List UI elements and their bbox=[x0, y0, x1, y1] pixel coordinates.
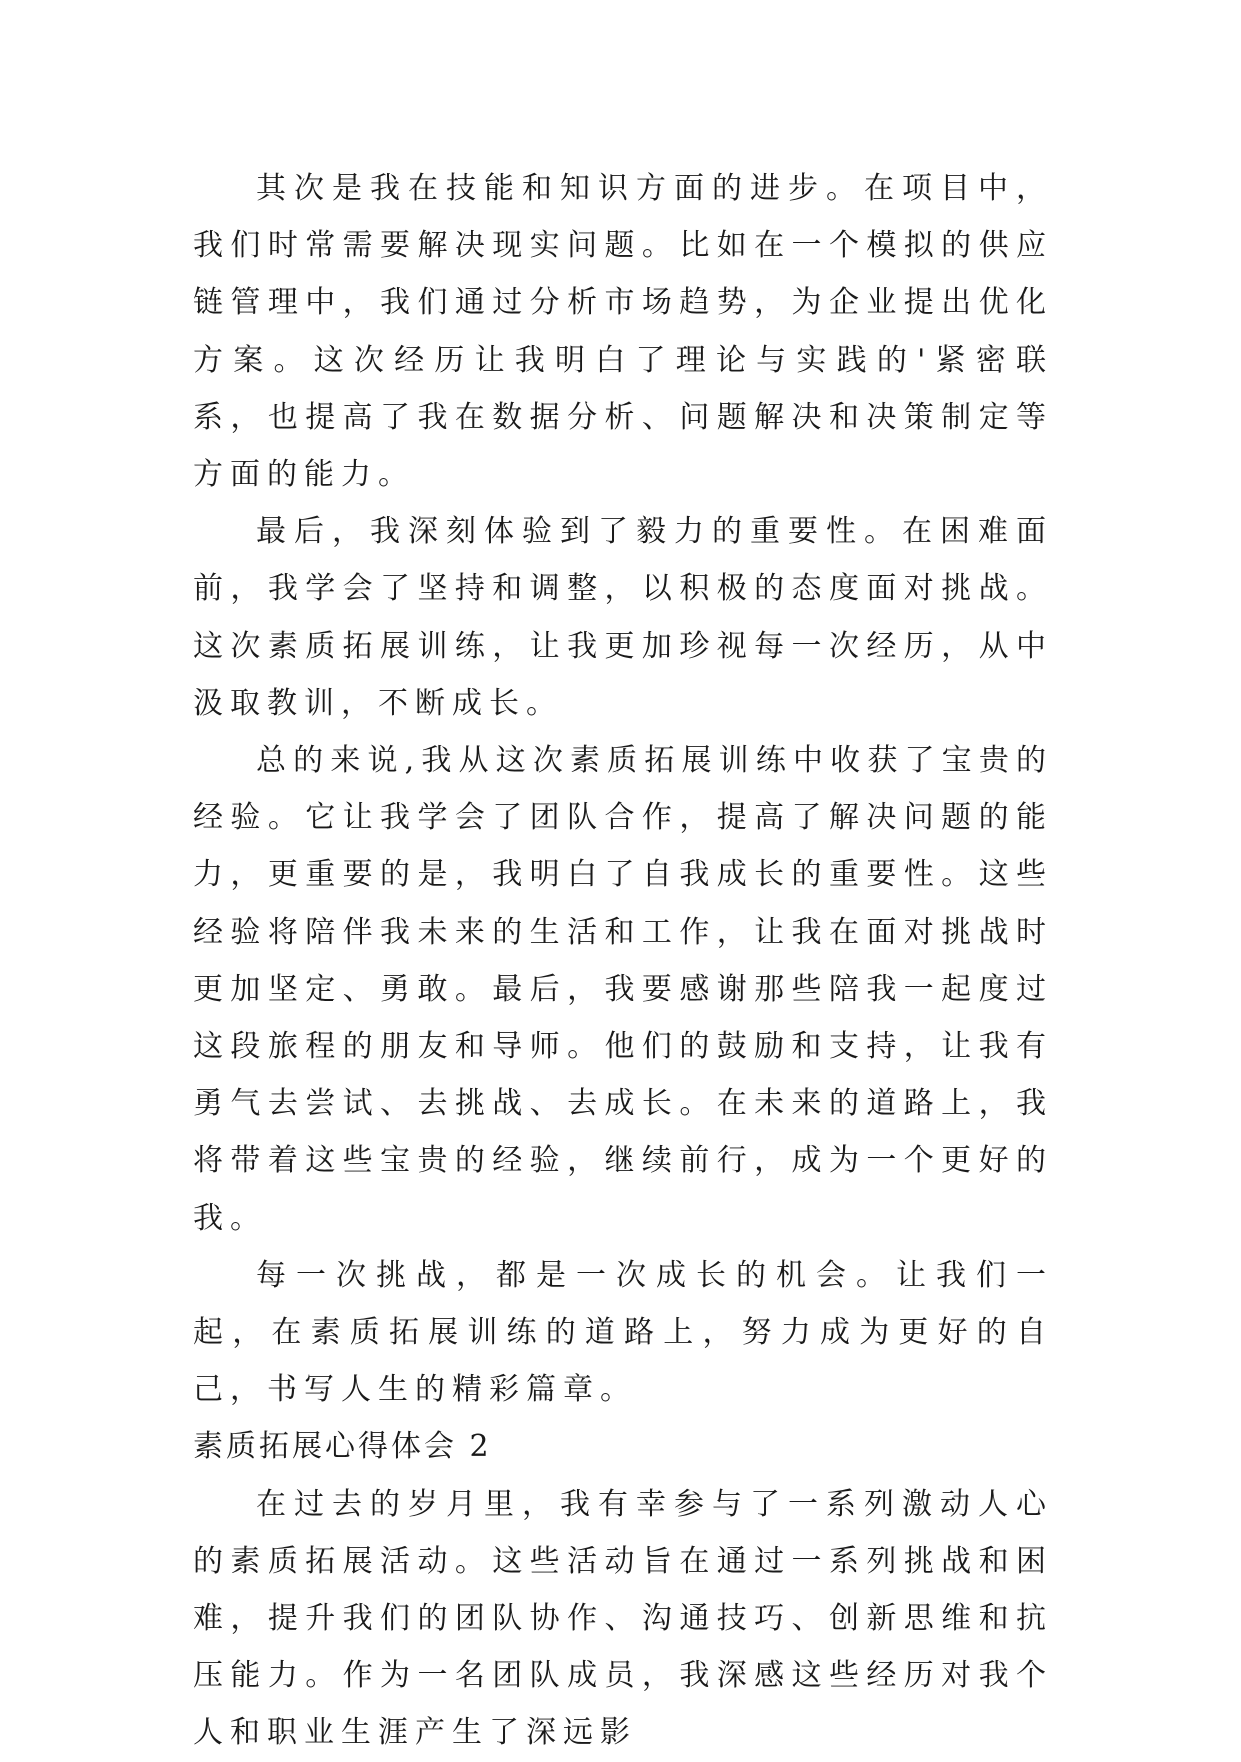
document-body bbox=[193, 160, 1053, 1762]
paragraph-perseverance: 最后，我深刻体验到了毅力的重要性。在困难面前，我学会了坚持和调整，以积极的态度面对挑战。这次素质拓展训练，让我更加珍视每一次经历，从中汲取教训，不断成长。 bbox=[193, 514, 1053, 721]
paragraph-summary: 总的来说,我从这次素质拓展训练中收获了宝贵的经验。它让我学会了团队合作，提高了解决问题的能力，更重要的是，我明白了自我成长的重要性。这些经验将陪伴我未来的生活和工作，让我在面对挑战时更加坚定、勇敢。最后，我要感谢那些陪我一起度过这段旅程的朋友和导师。他们的鼓励和支持，让我有勇气去尝试、去挑战、去成长。在未来的道路上，我将带着这些宝贵的经验，继续前行，成为一个更好的我。 bbox=[193, 743, 1053, 1236]
paragraph-skills-progress: 其次是我在技能和知识方面的进步。在项目中，我们时常需要解决现实问题。比如在一个模拟的供应链管理中，我们通过分析市场趋势，为企业提出优化方案。这次经历让我明白了理论与实践的'紧密联系，也提高了我在数据分析、问题解决和决策制定等方面的能力。 bbox=[193, 171, 1053, 493]
paragraph-section2-intro: 在过去的岁月里，我有幸参与了一系列激动人心的素质拓展活动。这些活动旨在通过一系列挑战和困难，提升我们的团队协作、沟通技巧、创新思维和抗压能力。作为一名团队成员，我深感这些经历对我个人和职业生涯产生了深远影 bbox=[193, 1486, 1053, 1751]
section-heading: 素质拓展心得体会 2 bbox=[193, 1429, 492, 1465]
paragraph-closing: 每一次挑战，都是一次成长的机会。让我们一起，在素质拓展训练的道路上，努力成为更好的自己，书写人生的精彩篇章。 bbox=[193, 1257, 1053, 1408]
